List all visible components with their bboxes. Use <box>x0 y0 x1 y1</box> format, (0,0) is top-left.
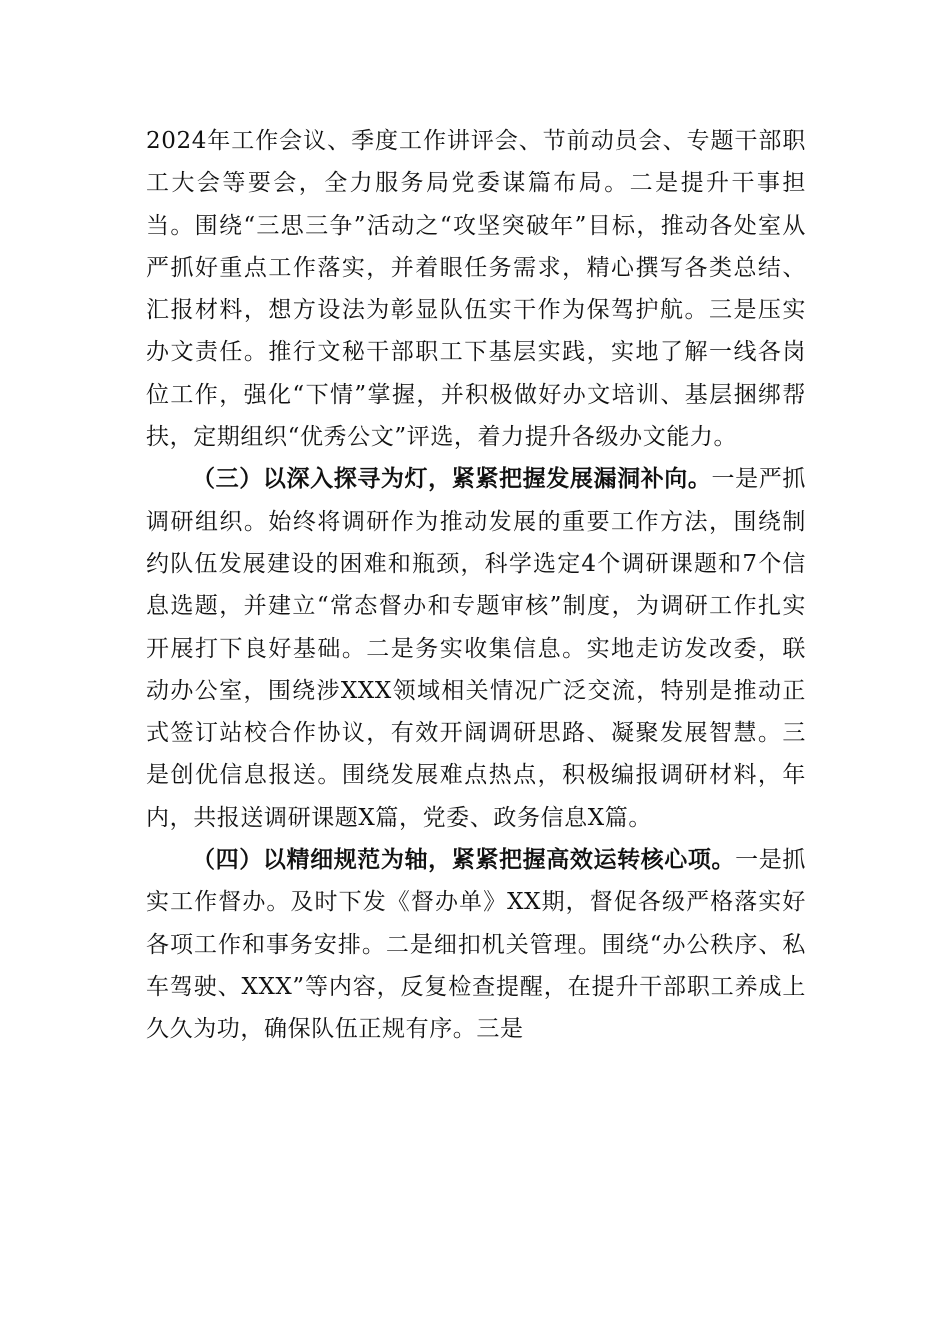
paragraph-text: 一是严抓调研组织。始终将调研作为推动发展的重要工作方法，围绕制约队伍发展建设的困难和瓶颈，科学选定4个调研课题和7个信息选题，并建立“常态督办和专题审核”制度，为调研工作扎实开展打下良好基础。二是务实收集信息。实地走访发改委，联动办公室，围绕涉XXX领域相关情况广泛交流，特别是推动正式签订站校合作协议，有效开阔调研思路、凝聚发展智慧。三是创优信息报送。围绕发展难点热点，积极编报调研材料，年内，共报送调研课题X篇，党委、政务信息X篇。 <box>146 466 806 831</box>
paragraph-continuation <box>146 120 806 458</box>
document-body <box>146 120 806 1051</box>
paragraph-text: 2024年工作会议、季度工作讲评会、节前动员会、专题干部职工大会等要会，全力服务局党委谋篇布局。二是提升干事担当。围绕“三思三争”活动之“攻坚突破年”目标，推动各处室从严抓好重点工作落实，并着眼任务需求，精心撰写各类总结、汇报材料，想方设法为彰显队伍实干作为保驾护航。三是压实办文责任。推行文秘干部职工下基层实践，实地了解一线各岗位工作，强化“下情”掌握，并积极做好办文培训、基层捆绑帮扶，定期组织“优秀公文”评选，着力提升各级办文能力。 <box>146 128 806 451</box>
paragraph-section-three <box>146 458 806 839</box>
paragraph-text: 一是抓实工作督办。及时下发《督办单》XX期，督促各级严格落实好各项工作和事务安排。二是细扣机关管理。围绕“办公秩序、私车驾驶、XXX”等内容，反复检查提醒，在提升干部职工养成上久久为功，确保队伍正规有序。三是 <box>146 847 806 1043</box>
paragraph-section-four <box>146 839 806 1050</box>
section-heading: （四）以精细规范为轴，紧紧把握高效运转核心项。 <box>192 846 736 874</box>
section-heading: （三）以深入探寻为灯，紧紧把握发展漏洞补向。 <box>192 465 712 493</box>
